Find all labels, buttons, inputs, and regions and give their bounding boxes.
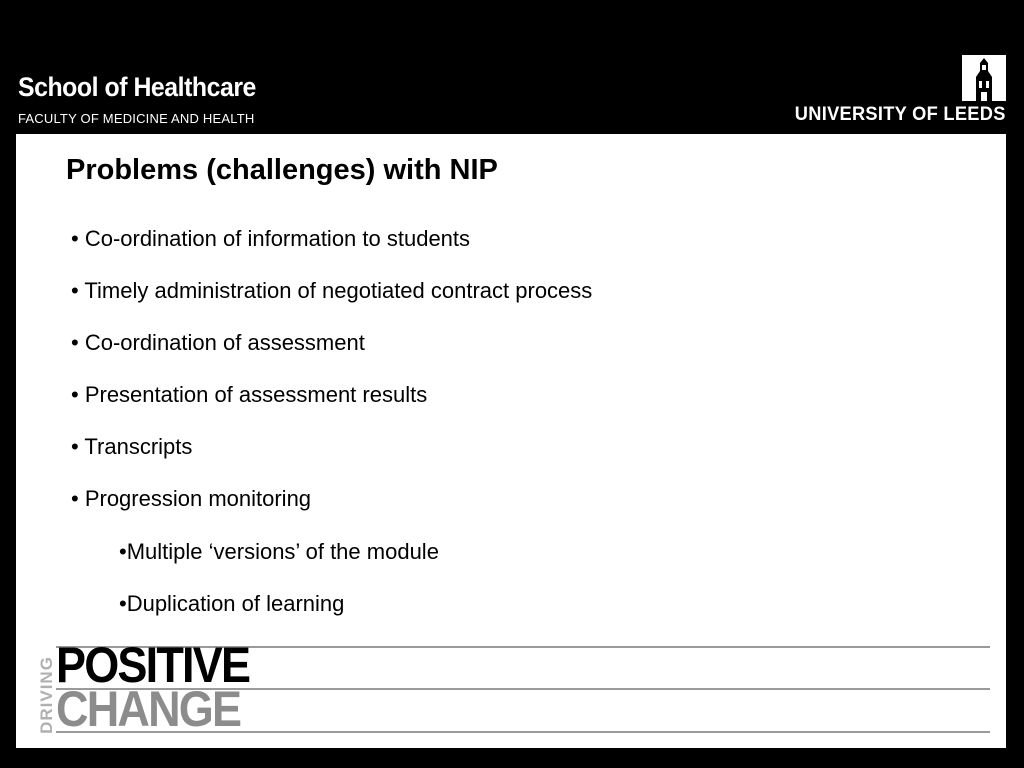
positive-wordmark: POSITIVE	[56, 637, 250, 693]
driving-text: DRIVING	[36, 656, 56, 734]
slide-title: Problems (challenges) with NIP	[66, 154, 498, 186]
bullet-item: • Presentation of assessment results	[71, 382, 428, 407]
university-name: UNIVERSITY OF LEEDS	[795, 104, 1006, 125]
bullet-item: • Transcripts	[71, 434, 193, 459]
bullet-item: • Progression monitoring	[71, 486, 312, 511]
change-wordmark: CHANGE	[56, 681, 241, 737]
school-title: School of Healthcare	[18, 72, 256, 102]
bullet-item: • Timely administration of negotiated contract process	[71, 278, 593, 303]
bullet-item: • Co-ordination of information to students	[71, 226, 471, 251]
header-bar	[0, 0, 1024, 134]
bullet-item: • Co-ordination of assessment	[71, 330, 365, 355]
sub-bullet-item: •Duplication of learning	[119, 591, 345, 616]
sub-bullet-item: •Multiple ‘versions’ of the module	[119, 539, 439, 564]
faculty-subtitle: FACULTY OF MEDICINE AND HEALTH	[18, 111, 255, 126]
tower-icon	[962, 55, 1006, 101]
content-panel	[16, 134, 1006, 748]
driving-label	[36, 654, 54, 734]
